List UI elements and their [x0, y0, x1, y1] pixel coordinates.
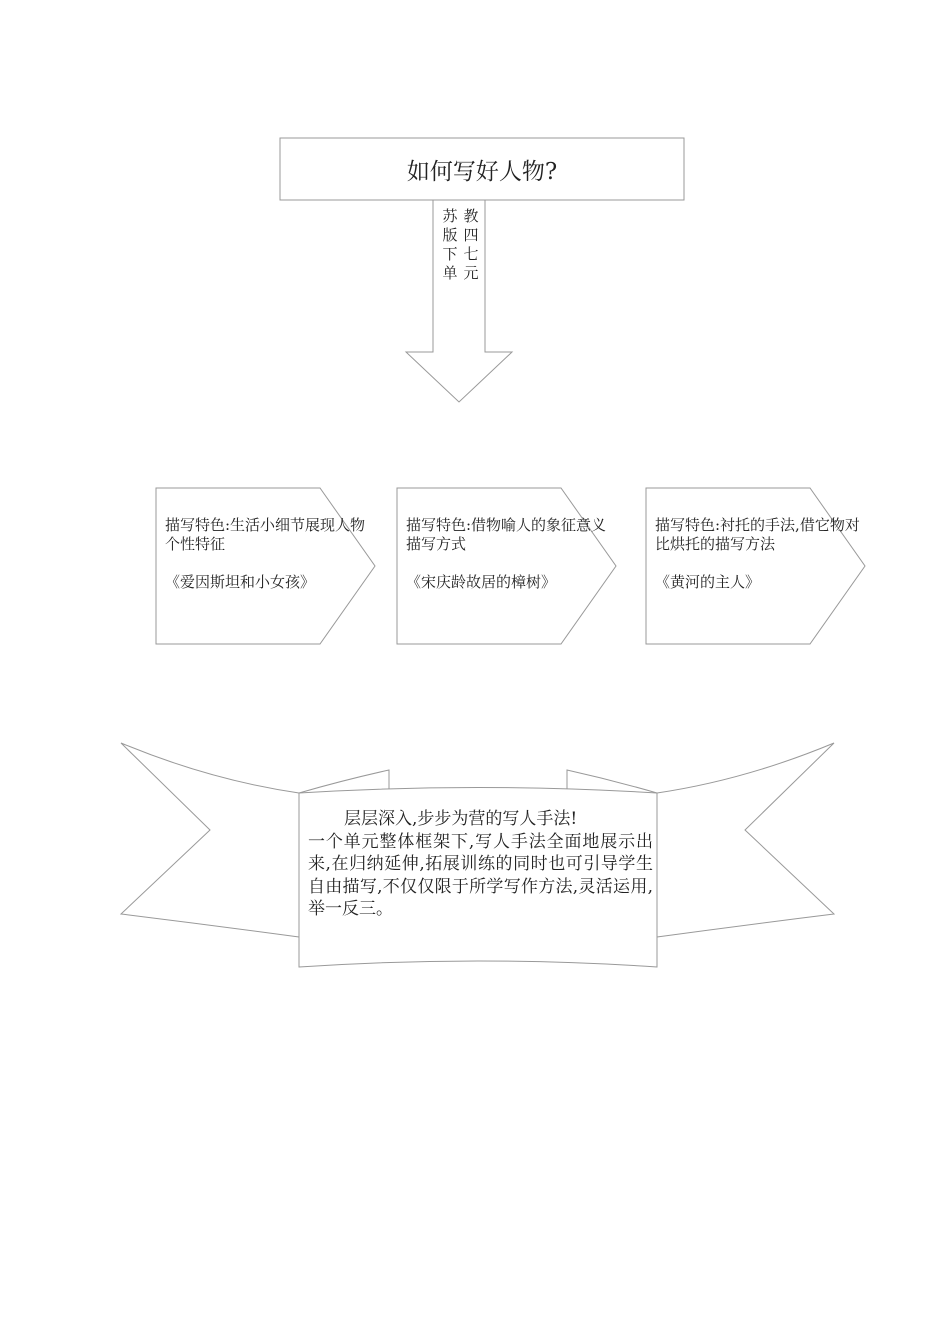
arrow-label-right-column: 教四七元 [463, 207, 479, 282]
feature-book-title: 《爱因斯坦和小女孩》 [165, 573, 316, 591]
feature-description: 描写特色:借物喻人的象征意义描写方式 [406, 516, 607, 553]
diagram-title: 如何写好人物? [406, 158, 558, 185]
feature-book-title: 《宋庆龄故居的樟树》 [406, 573, 557, 591]
banner-summary [308, 808, 653, 921]
feature-card-1 [165, 516, 377, 592]
banner-right-tail [657, 743, 834, 937]
feature-card-2 [406, 516, 618, 592]
banner-left-tail [121, 743, 299, 937]
feature-book-title: 《黄河的主人》 [655, 573, 761, 591]
banner-body: 一个单元整体框架下,写人手法全面地展示出来,在归纳延伸,拓展训练的同时也可引导学生自由描写,不仅仅限于所学写作方法,灵活运用,举一反三。 [308, 831, 653, 919]
banner-lead: 层层深入,步步为营的写人手法! [344, 809, 578, 829]
feature-description: 描写特色:生活小细节展现人物个性特征 [165, 516, 366, 553]
down-arrow [406, 200, 512, 402]
feature-description: 描写特色:衬托的手法,借它物对比烘托的描写方法 [655, 516, 860, 553]
feature-card-3 [655, 516, 867, 592]
arrow-label-left-column: 苏版下单 [442, 207, 458, 282]
